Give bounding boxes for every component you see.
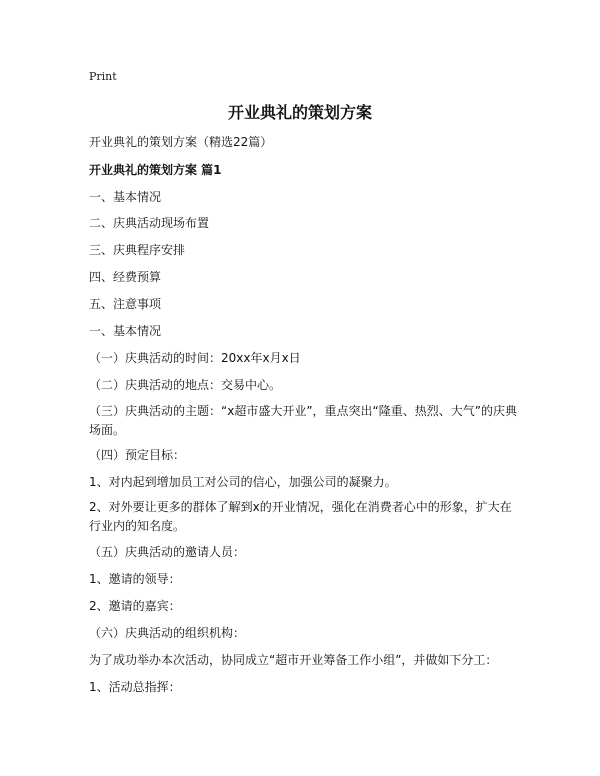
outline-item: 一、基本情况 bbox=[89, 190, 162, 204]
outline-item: 五、注意事项 bbox=[89, 297, 162, 311]
outline-item: 四、经费预算 bbox=[89, 270, 162, 284]
section-heading: 开业典礼的策划方案 篇1 bbox=[89, 163, 222, 177]
paragraph: 2、邀请的嘉宾： bbox=[89, 599, 181, 613]
paragraph: （四）预定目标： bbox=[89, 448, 186, 462]
outline-item: 二、庆典活动现场布置 bbox=[89, 216, 210, 230]
paragraph: （五）庆典活动的邀请人员： bbox=[89, 545, 246, 559]
paragraph: 1、活动总指挥： bbox=[89, 680, 181, 694]
paragraph: （二）庆典活动的地点：交易中心。 bbox=[89, 378, 282, 392]
paragraph: 1、邀请的领导： bbox=[89, 572, 181, 586]
section-subheading: 一、基本情况 bbox=[89, 324, 162, 338]
paragraph: （六）庆典活动的组织机构： bbox=[89, 626, 246, 640]
paragraph: （一）庆典活动的时间：20xx年x月x日 bbox=[89, 351, 301, 365]
print-label: Print bbox=[89, 70, 117, 83]
doc-subtitle: 开业典礼的策划方案（精选22篇） bbox=[89, 135, 273, 149]
outline-item: 三、庆典程序安排 bbox=[89, 243, 186, 257]
paragraph: 2、对外要让更多的群体了解到x的开业情况，强化在消费者心中的形象，扩大在行业内的知名度。 bbox=[89, 500, 512, 533]
paragraph: 1、对内起到增加员工对公司的信心，加强公司的凝聚力。 bbox=[89, 475, 397, 489]
paragraph: （三）庆典活动的主题：“x超市盛大开业”，重点突出“隆重、热烈、大气”的庆典场面。 bbox=[89, 404, 517, 437]
paragraph: 为了成功举办本次活动，协同成立“超市开业筹备工作小组”，并做如下分工： bbox=[89, 653, 498, 667]
page-title: 开业典礼的策划方案 bbox=[227, 103, 372, 122]
